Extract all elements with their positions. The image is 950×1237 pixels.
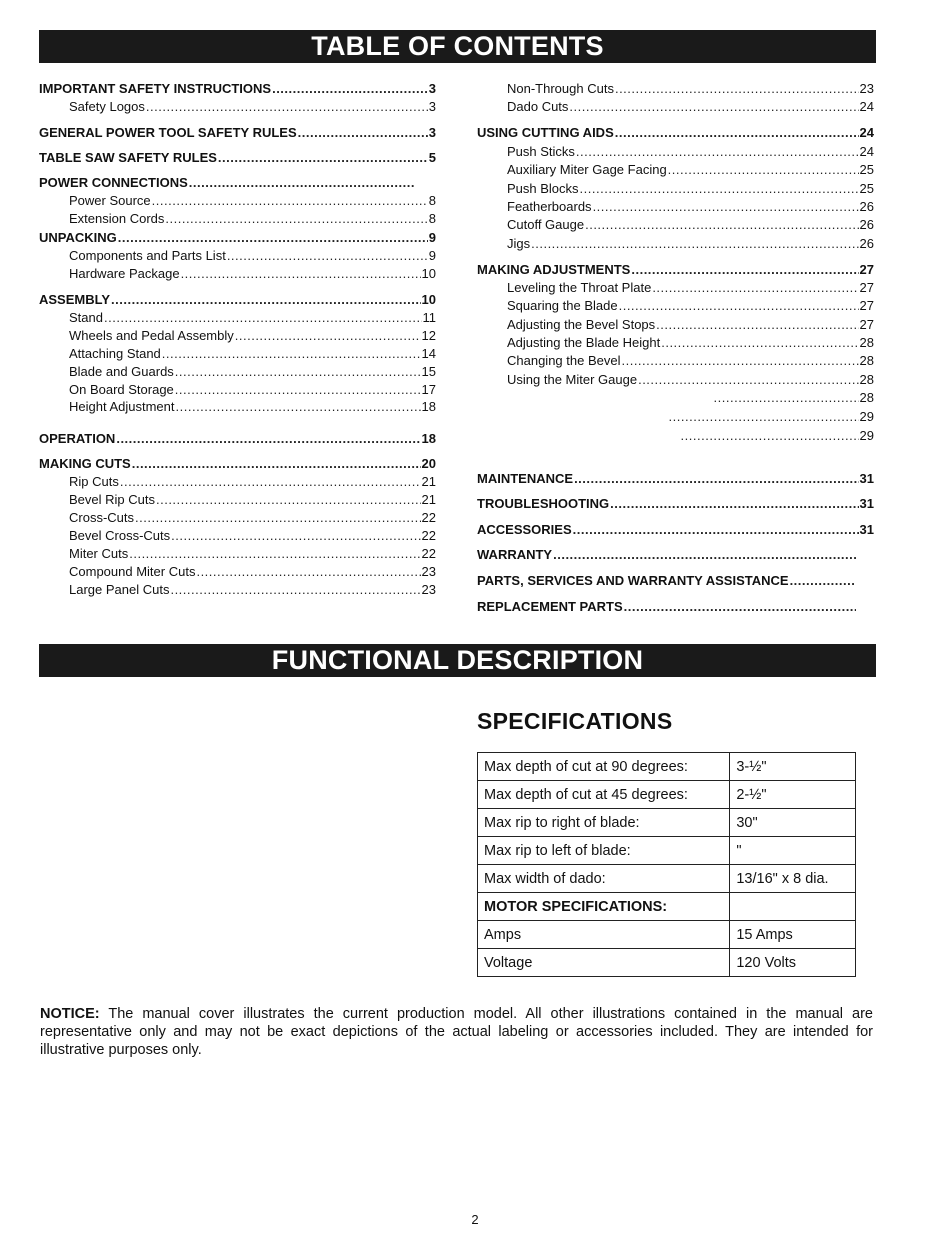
toc-entry [477, 261, 874, 279]
toc-leader-dots [175, 363, 421, 381]
toc-entry [477, 316, 874, 334]
toc-leader-dots [218, 149, 428, 167]
toc-entry [39, 210, 436, 228]
spec-row [478, 837, 856, 865]
toc-entry [477, 98, 874, 116]
toc-entry-label: Push Blocks [507, 181, 579, 196]
toc-entry [477, 598, 874, 616]
toc-entry-label: Large Panel Cuts [69, 582, 170, 597]
toc-entry [39, 563, 436, 581]
toc-leader-dots [156, 491, 421, 509]
toc-entry-label: Adjusting the Bevel Stops [507, 317, 656, 332]
toc-leader-dots [196, 563, 420, 581]
toc-entry-page: 9 [428, 248, 436, 263]
toc-entry [39, 363, 436, 381]
spec-key: Max rip to right of blade: [478, 809, 730, 837]
toc-entry-page: 29 [859, 409, 874, 424]
spec-value [730, 893, 856, 921]
toc-leader-dots [573, 521, 859, 539]
toc-leader-dots [615, 124, 859, 142]
spec-row [478, 781, 856, 809]
toc-entry-page: 28 [859, 353, 874, 368]
toc-entry-page: 25 [859, 181, 874, 196]
toc-entry [477, 180, 874, 198]
toc-entry [477, 389, 874, 407]
toc-leader-dots [146, 98, 428, 116]
toc-entry-page: 8 [428, 193, 436, 208]
spec-value: 15 Amps [730, 921, 856, 949]
toc-entry-label: MAKING CUTS [39, 456, 131, 471]
toc-entry-page: 24 [859, 99, 874, 114]
toc-entry-label: Blade and Guards [69, 364, 174, 379]
toc-entry-label: OPERATION [39, 431, 116, 446]
toc-entry-label: UNPACKING [39, 230, 117, 245]
toc-entry-label: POWER CONNECTIONS [39, 175, 188, 190]
toc-leader-dots [175, 381, 421, 399]
toc-leader-dots [585, 216, 858, 234]
toc-entry-page: 23 [859, 81, 874, 96]
toc-entry [477, 521, 874, 539]
spec-key: Max depth of cut at 90 degrees: [478, 753, 730, 781]
toc-entry [477, 334, 874, 352]
spec-key: Max width of dado: [478, 865, 730, 893]
spec-key: Voltage [478, 949, 730, 977]
toc-leader-dots [619, 297, 859, 315]
toc-entry-page: 21 [421, 474, 436, 489]
toc-entry [39, 192, 436, 210]
toc-leader-dots [135, 509, 421, 527]
toc-entry-page: 5 [428, 150, 436, 165]
toc-entry [39, 430, 436, 448]
toc-leader-dots [104, 309, 422, 327]
notice-paragraph [40, 1005, 873, 1059]
toc-banner: TABLE OF CONTENTS [39, 30, 876, 63]
toc-entry [39, 473, 436, 491]
toc-entry [39, 545, 436, 563]
toc-entry-page: 27 [859, 280, 874, 295]
toc-entry-label: Power Source [69, 193, 151, 208]
toc-entry-page: 27 [859, 298, 874, 313]
toc-entry-page: 20 [421, 456, 436, 471]
toc-entry-label: Adjusting the Blade Height [507, 335, 661, 350]
toc-entry [477, 124, 874, 142]
toc-entry [39, 509, 436, 527]
toc-leader-dots [569, 98, 858, 116]
toc-entry-label: Jigs [507, 236, 531, 251]
toc-leader-dots [272, 80, 428, 98]
toc-entry-page: 3 [428, 99, 436, 114]
toc-entry [477, 143, 874, 161]
toc-leader-dots [531, 235, 858, 253]
toc-entry-page: 8 [428, 211, 436, 226]
toc-entry-page: 3 [428, 81, 436, 96]
toc-entry [477, 427, 874, 445]
toc-entry [39, 247, 436, 265]
toc-entry-label: Compound Miter Cuts [69, 564, 196, 579]
toc-entry [477, 297, 874, 315]
toc-entry [477, 572, 874, 590]
spec-value: 2-½" [730, 781, 856, 809]
toc-leader-dots [298, 124, 428, 142]
toc-entry-page: 25 [859, 162, 874, 177]
toc-entry-label: On Board Storage [69, 382, 174, 397]
toc-entry-label: Non-Through Cuts [507, 81, 614, 96]
spec-row [478, 809, 856, 837]
specifications-title: SPECIFICATIONS [477, 708, 673, 734]
toc-leader-dots [553, 546, 856, 564]
toc-entry-label: REPLACEMENT PARTS [477, 599, 623, 614]
toc-entry-page: 17 [421, 382, 436, 397]
toc-leader-dots [661, 334, 858, 352]
toc-leader-dots [176, 398, 421, 416]
toc-leader-dots [668, 161, 859, 179]
toc-entry [39, 265, 436, 283]
toc-entry [477, 470, 874, 488]
toc-entry [477, 235, 874, 253]
toc-entry [477, 408, 874, 426]
toc-entry-page: 12 [421, 328, 436, 343]
toc-entry-page: 31 [859, 496, 874, 511]
toc-entry-label: Stand [69, 310, 103, 325]
toc-entry-label: WARRANTY [477, 547, 553, 562]
toc-entry-label: Height Adjustment [69, 399, 175, 414]
toc-entry-page: 26 [859, 236, 874, 251]
toc-entry [39, 309, 436, 327]
toc-entry [477, 161, 874, 179]
toc-entry [39, 381, 436, 399]
toc-leader-dots [580, 180, 859, 198]
toc-entry-page: 9 [428, 230, 436, 245]
toc-entry-page: 3 [428, 125, 436, 140]
toc-entry-label: Cross-Cuts [69, 510, 135, 525]
spec-row [478, 753, 856, 781]
spec-row [478, 865, 856, 893]
toc-leader-dots [576, 143, 859, 161]
toc-leader-dots [615, 80, 859, 98]
toc-leader-dots [631, 261, 858, 279]
toc-entry-label: Leveling the Throat Plate [507, 280, 652, 295]
toc-leader-dots [656, 316, 858, 334]
toc-entry-label: Hardware Package [69, 266, 180, 281]
toc-entry-label: Bevel Cross-Cuts [69, 528, 171, 543]
toc-entry [39, 345, 436, 363]
toc-entry-page: 31 [859, 471, 874, 486]
toc-leader-dots [681, 427, 859, 445]
toc-entry [477, 495, 874, 513]
spec-key: MOTOR SPECIFICATIONS: [478, 893, 730, 921]
toc-entry [39, 527, 436, 545]
toc-leader-dots [621, 352, 858, 370]
toc-entry [39, 291, 436, 309]
toc-entry-label: Rip Cuts [69, 474, 119, 489]
toc-entry [39, 80, 436, 98]
toc-leader-dots [181, 265, 421, 283]
toc-entry-label: Safety Logos [69, 99, 145, 114]
toc-entry-page: 27 [859, 262, 874, 277]
toc-leader-dots [638, 371, 858, 389]
toc-leader-dots [162, 345, 421, 363]
spec-row [478, 921, 856, 949]
toc-leader-dots [120, 473, 421, 491]
toc-entry-label: Wheels and Pedal Assembly [69, 328, 234, 343]
toc-entry-label: Miter Cuts [69, 546, 129, 561]
page-number: 2 [471, 1212, 479, 1227]
toc-entry [39, 491, 436, 509]
toc-entry-page: 28 [859, 372, 874, 387]
toc-entry-label: Components and Parts List [69, 248, 226, 263]
toc-entry [39, 98, 436, 116]
spec-key: Amps [478, 921, 730, 949]
toc-entry-page: 11 [422, 310, 436, 325]
toc-leader-dots [170, 581, 420, 599]
toc-leader-dots [111, 291, 420, 309]
toc-entry-label: Bevel Rip Cuts [69, 492, 155, 507]
toc-entry-page: 10 [421, 266, 436, 281]
toc-entry-page: 22 [421, 546, 436, 561]
toc-entry-label: TROUBLESHOOTING [477, 496, 610, 511]
toc-entry-page: 23 [421, 582, 436, 597]
toc-entry-label: Push Sticks [507, 144, 575, 159]
spec-key: Max rip to left of blade: [478, 837, 730, 865]
toc-leader-dots [235, 327, 421, 345]
toc-entry-page: 24 [859, 125, 874, 140]
toc-entry [39, 327, 436, 345]
toc-entry-page: 29 [859, 428, 874, 443]
toc-entry-page: 28 [859, 390, 874, 405]
toc-leader-dots [129, 545, 420, 563]
toc-leader-dots [118, 229, 428, 247]
toc-entry [477, 279, 874, 297]
toc-leader-dots [624, 598, 856, 616]
toc-entry-page: 22 [421, 510, 436, 525]
toc-leader-dots [152, 192, 428, 210]
toc-leader-dots [574, 470, 858, 488]
toc-leader-dots [116, 430, 420, 448]
functional-description-banner: FUNCTIONAL DESCRIPTION [39, 644, 876, 677]
toc-entry-page: 15 [421, 364, 436, 379]
toc-leader-dots [227, 247, 428, 265]
spec-row [478, 949, 856, 977]
toc-leader-dots [593, 198, 859, 216]
toc-entry-label: USING CUTTING AIDS [477, 125, 614, 140]
toc-entry-label: Extension Cords [69, 211, 165, 226]
toc-entry [477, 198, 874, 216]
toc-entry [477, 371, 874, 389]
specifications-table [477, 752, 856, 977]
toc-entry-page: 26 [859, 217, 874, 232]
toc-entry [477, 546, 874, 564]
toc-leader-dots [132, 455, 421, 473]
toc-entry-label: IMPORTANT SAFETY INSTRUCTIONS [39, 81, 272, 96]
toc-entry-label: Changing the Bevel [507, 353, 621, 368]
toc-leader-dots [165, 210, 427, 228]
notice-text: The manual cover illustrates the current production model. All other illustrations contained in the manual are representative only and may not be exact depictions of the actual labeling or accessories included. They are intended for illustrative purposes only. [40, 1006, 873, 1058]
toc-entry [39, 455, 436, 473]
toc-entry [39, 149, 436, 167]
toc-entry-label: GENERAL POWER TOOL SAFETY RULES [39, 125, 297, 140]
toc-entry-label: Auxiliary Miter Gage Facing [507, 162, 667, 177]
toc-leader-dots [669, 408, 859, 426]
spec-value: 3-½" [730, 753, 856, 781]
toc-entry [39, 398, 436, 416]
toc-entry-label: MAINTENANCE [477, 471, 574, 486]
spec-row [478, 893, 856, 921]
toc-entry-page: 24 [859, 144, 874, 159]
toc-entry [477, 216, 874, 234]
toc-entry-page: 10 [421, 292, 436, 307]
toc-entry-label: Featherboards [507, 199, 592, 214]
toc-entry [39, 124, 436, 142]
toc-entry-label: Attaching Stand [69, 346, 161, 361]
toc-entry-page: 31 [859, 522, 874, 537]
toc-entry-page: 18 [421, 431, 436, 446]
toc-entry-page: 27 [859, 317, 874, 332]
notice-label: NOTICE: [40, 1006, 100, 1022]
toc-leader-dots [714, 389, 859, 407]
toc-entry-label: ACCESSORIES [477, 522, 572, 537]
spec-value: 13/16" x 8 dia. [730, 865, 856, 893]
toc-entry-label: MAKING ADJUSTMENTS [477, 262, 631, 277]
toc-entry [39, 581, 436, 599]
toc-entry-label: Using the Miter Gauge [507, 372, 638, 387]
spec-value: 30" [730, 809, 856, 837]
toc-entry-label: Squaring the Blade [507, 298, 618, 313]
toc-entry-label: Dado Cuts [507, 99, 569, 114]
spec-key: Max depth of cut at 45 degrees: [478, 781, 730, 809]
toc-entry-page: 21 [421, 492, 436, 507]
spec-value: " [730, 837, 856, 865]
toc-leader-dots [610, 495, 858, 513]
toc-entry [477, 80, 874, 98]
toc-leader-dots [790, 572, 856, 590]
toc-entry-page: 14 [421, 346, 436, 361]
toc-entry [477, 352, 874, 370]
toc-entry-page: 22 [421, 528, 436, 543]
toc-entry-page: 28 [859, 335, 874, 350]
toc-entry-label: PARTS, SERVICES AND WARRANTY ASSISTANCE [477, 573, 789, 588]
toc-leader-dots [189, 174, 414, 192]
toc-entry-page: 26 [859, 199, 874, 214]
toc-leader-dots [652, 279, 858, 297]
toc-entry-label: TABLE SAW SAFETY RULES [39, 150, 217, 165]
toc-entry-label: ASSEMBLY [39, 292, 111, 307]
toc-entry [39, 229, 436, 247]
toc-entry-page: 18 [421, 399, 436, 414]
toc-entry [39, 174, 436, 192]
toc-leader-dots [171, 527, 420, 545]
toc-entry-label: Cutoff Gauge [507, 217, 585, 232]
toc-entry-page: 23 [421, 564, 436, 579]
spec-value: 120 Volts [730, 949, 856, 977]
